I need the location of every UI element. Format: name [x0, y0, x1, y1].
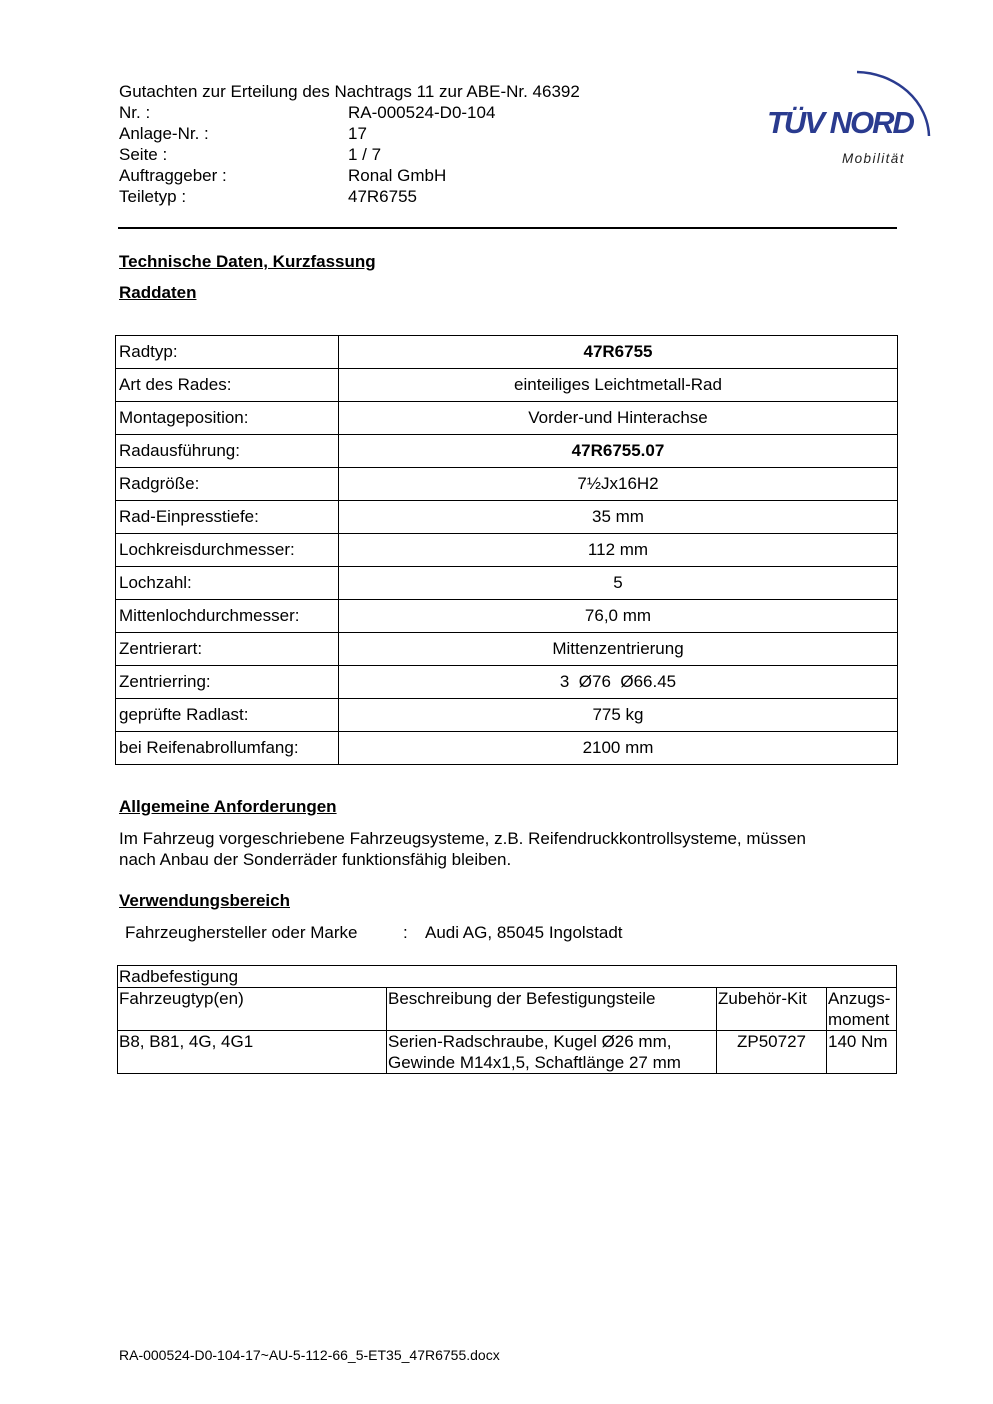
- paragraph-line: Im Fahrzeug vorgeschriebene Fahrzeugsysteme, z.B. Reifendruckkontrollsysteme, müssen: [119, 829, 806, 848]
- header-label: Teiletyp :: [119, 187, 187, 206]
- document-header: [119, 81, 679, 207]
- table-cell-label: Montageposition:: [116, 402, 339, 435]
- maker-colon: :: [403, 923, 408, 942]
- table-row: [116, 600, 898, 633]
- header-value: RA-000524-D0-104: [348, 103, 496, 122]
- header-row-nr: [119, 102, 679, 123]
- table-cell-value: Vorder-und Hinterachse: [339, 402, 898, 435]
- table-cell-value: 775 kg: [339, 699, 898, 732]
- column-header-torque: [827, 988, 897, 1031]
- header-value: 47R6755: [348, 187, 418, 206]
- column-header-line: moment: [828, 1010, 890, 1029]
- description-line: Serien-Radschraube, Kugel Ø26 mm,: [388, 1032, 672, 1051]
- raddaten-table: [115, 335, 898, 765]
- header-value: Ronal GmbH: [348, 166, 447, 185]
- fastener-description: [387, 1031, 717, 1074]
- table-title: Radbefestigung: [118, 966, 897, 988]
- table-row: [116, 567, 898, 600]
- description-line: Gewinde M14x1,5, Schaftlänge 27 mm: [388, 1053, 681, 1072]
- table-row: [118, 1031, 897, 1074]
- maker-label: Fahrzeughersteller oder Marke: [125, 923, 358, 942]
- column-header: Fahrzeugtyp(en): [118, 988, 387, 1031]
- table-cell-value: 2100 mm: [339, 732, 898, 765]
- section-heading-tech: Technische Daten, Kurzfassung: [119, 252, 376, 271]
- column-header: Beschreibung der Befestigungsteile: [387, 988, 717, 1031]
- header-row-teiletyp: [119, 186, 679, 207]
- table-row: [116, 633, 898, 666]
- table-cell-label: Rad-Einpresstiefe:: [116, 501, 339, 534]
- table-cell-value: einteiliges Leichtmetall-Rad: [339, 369, 898, 402]
- document-title: Gutachten zur Erteilung des Nachtrags 11 zur ABE-Nr. 46392: [119, 82, 580, 101]
- table-row: [116, 468, 898, 501]
- table-cell-label: Radtyp:: [116, 336, 339, 369]
- table-row: [116, 666, 898, 699]
- accessory-kit: ZP50727: [717, 1031, 827, 1074]
- section-heading-allgemein: Allgemeine Anforderungen: [119, 797, 337, 816]
- column-header-line: Anzugs-: [828, 989, 891, 1008]
- header-label: Auftraggeber :: [119, 166, 227, 185]
- table-row: [116, 402, 898, 435]
- table-cell-label: geprüfte Radlast:: [116, 699, 339, 732]
- section-heading-raddaten: Raddaten: [119, 283, 197, 302]
- header-label: Anlage-Nr. :: [119, 124, 209, 143]
- header-row-auftraggeber: [119, 165, 679, 186]
- header-row-anlage: [119, 123, 679, 144]
- table-cell-label: bei Reifenabrollumfang:: [116, 732, 339, 765]
- torque-value: 140 Nm: [827, 1031, 897, 1074]
- table-cell-label: Mittenlochdurchmesser:: [116, 600, 339, 633]
- table-row: [116, 699, 898, 732]
- table-cell-value: 5: [339, 567, 898, 600]
- header-divider: [118, 227, 897, 229]
- table-row: [116, 534, 898, 567]
- maker-line: [125, 923, 623, 943]
- table-title-row: [118, 966, 897, 988]
- table-row: [116, 732, 898, 765]
- table-row: [116, 336, 898, 369]
- header-value: 1 / 7: [348, 145, 382, 164]
- table-cell-value: 7½Jx16H2: [339, 468, 898, 501]
- table-row: [116, 501, 898, 534]
- table-cell-label: Lochzahl:: [116, 567, 339, 600]
- table-header-row: [118, 988, 897, 1031]
- table-cell-value: 112 mm: [339, 534, 898, 567]
- logo-subtitle: Mobilität: [842, 151, 905, 166]
- table-cell-label: Radausführung:: [116, 435, 339, 468]
- befestigung-table: [117, 965, 897, 1074]
- table-row: [116, 435, 898, 468]
- table-cell-label: Zentrierring:: [116, 666, 339, 699]
- table-cell-label: Radgröße:: [116, 468, 339, 501]
- vehicle-types: B8, B81, 4G, 4G1: [118, 1031, 387, 1074]
- paragraph-line: nach Anbau der Sonderräder funktionsfähig bleiben.: [119, 850, 512, 869]
- table-cell-value: 47R6755: [339, 336, 898, 369]
- logo-brand: TÜV NORD: [767, 105, 913, 140]
- table-cell-value: 47R6755.07: [339, 435, 898, 468]
- table-cell-value: 76,0 mm: [339, 600, 898, 633]
- table-cell-value: 35 mm: [339, 501, 898, 534]
- table-cell-value: 3 Ø76 Ø66.45: [339, 666, 898, 699]
- footer-filename: RA-000524-D0-104-17~AU-5-112-66_5-ET35_47R6755.docx: [119, 1347, 500, 1363]
- header-row-seite: [119, 144, 679, 165]
- table-row: [116, 369, 898, 402]
- header-label: Nr. :: [119, 103, 151, 122]
- table-cell-label: Lochkreisdurchmesser:: [116, 534, 339, 567]
- table-cell-label: Zentrierart:: [116, 633, 339, 666]
- table-cell-label: Art des Rades:: [116, 369, 339, 402]
- maker-value: Audi AG, 85045 Ingolstadt: [425, 923, 623, 942]
- tuev-nord-logo: [765, 58, 945, 173]
- section-heading-verwendung: Verwendungsbereich: [119, 891, 290, 910]
- column-header: Zubehör-Kit: [717, 988, 827, 1031]
- header-value: 17: [348, 124, 367, 143]
- allgemein-paragraph: [119, 828, 889, 870]
- header-label: Seite :: [119, 145, 168, 164]
- table-cell-value: Mittenzentrierung: [339, 633, 898, 666]
